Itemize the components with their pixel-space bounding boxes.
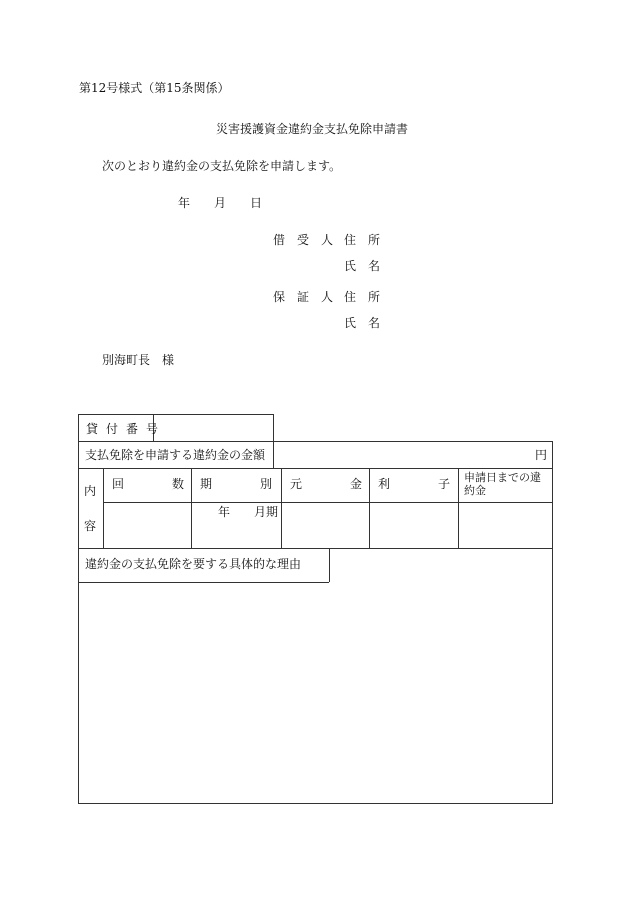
guarantor-name-label: 氏 名 [344,316,381,330]
borrower-name-label: 氏 名 [344,259,381,273]
header-row-divider [103,502,553,503]
col-header-period: 期 別 [200,477,273,491]
reason-field[interactable] [80,584,551,802]
addressee: 別海町長 様 [102,353,175,367]
reason-label: 違約金の支払免除を要する具体的な理由 [85,557,302,571]
col-header-count: 回 数 [112,477,185,491]
date-month: 月 [214,196,227,210]
intro-text: 次のとおり違約金の支払免除を申請します。 [102,159,342,173]
col-header-penalty: 申請日までの違約金 [464,471,541,497]
amount-divider [273,441,274,468]
date-day: 日 [250,196,263,210]
principal-field[interactable] [283,504,367,546]
penalty-field[interactable] [460,504,551,546]
row-divider-2 [78,548,553,549]
amount-label: 支払免除を申請する違約金の金額 [85,448,266,462]
interest-field[interactable] [371,504,456,546]
col-header-interest: 利 子 [378,477,451,491]
col-header-principal: 元 金 [290,477,363,491]
borrower-address-label: 住 所 [344,233,381,247]
borrower-label: 借 受 人 [273,233,334,247]
reason-label-bottom [78,582,329,583]
date-year: 年 [178,196,191,210]
period-value-label: 年 月期 [218,505,279,519]
loan-number-label: 貸付番号 [86,422,167,436]
content-label-bottom: 容 [84,519,97,533]
content-label-top: 内 [84,484,97,498]
loan-number-field[interactable] [155,416,271,440]
row-divider-1 [78,468,553,469]
content-col-divider [103,468,104,548]
document-title: 災害援護資金違約金支払免除申請書 [216,122,409,136]
guarantor-address-label: 住 所 [344,290,381,304]
col-divider-period [281,468,282,548]
count-field[interactable] [105,504,189,546]
yen-unit: 円 [535,448,548,462]
col-divider-interest [458,468,459,548]
form-number: 第12号様式（第15条関係） [79,81,230,95]
amount-field[interactable] [275,443,525,466]
reason-label-divider [329,548,330,582]
guarantor-label: 保 証 人 [273,290,334,304]
col-divider-principal [369,468,370,548]
col-divider-count [191,468,192,548]
